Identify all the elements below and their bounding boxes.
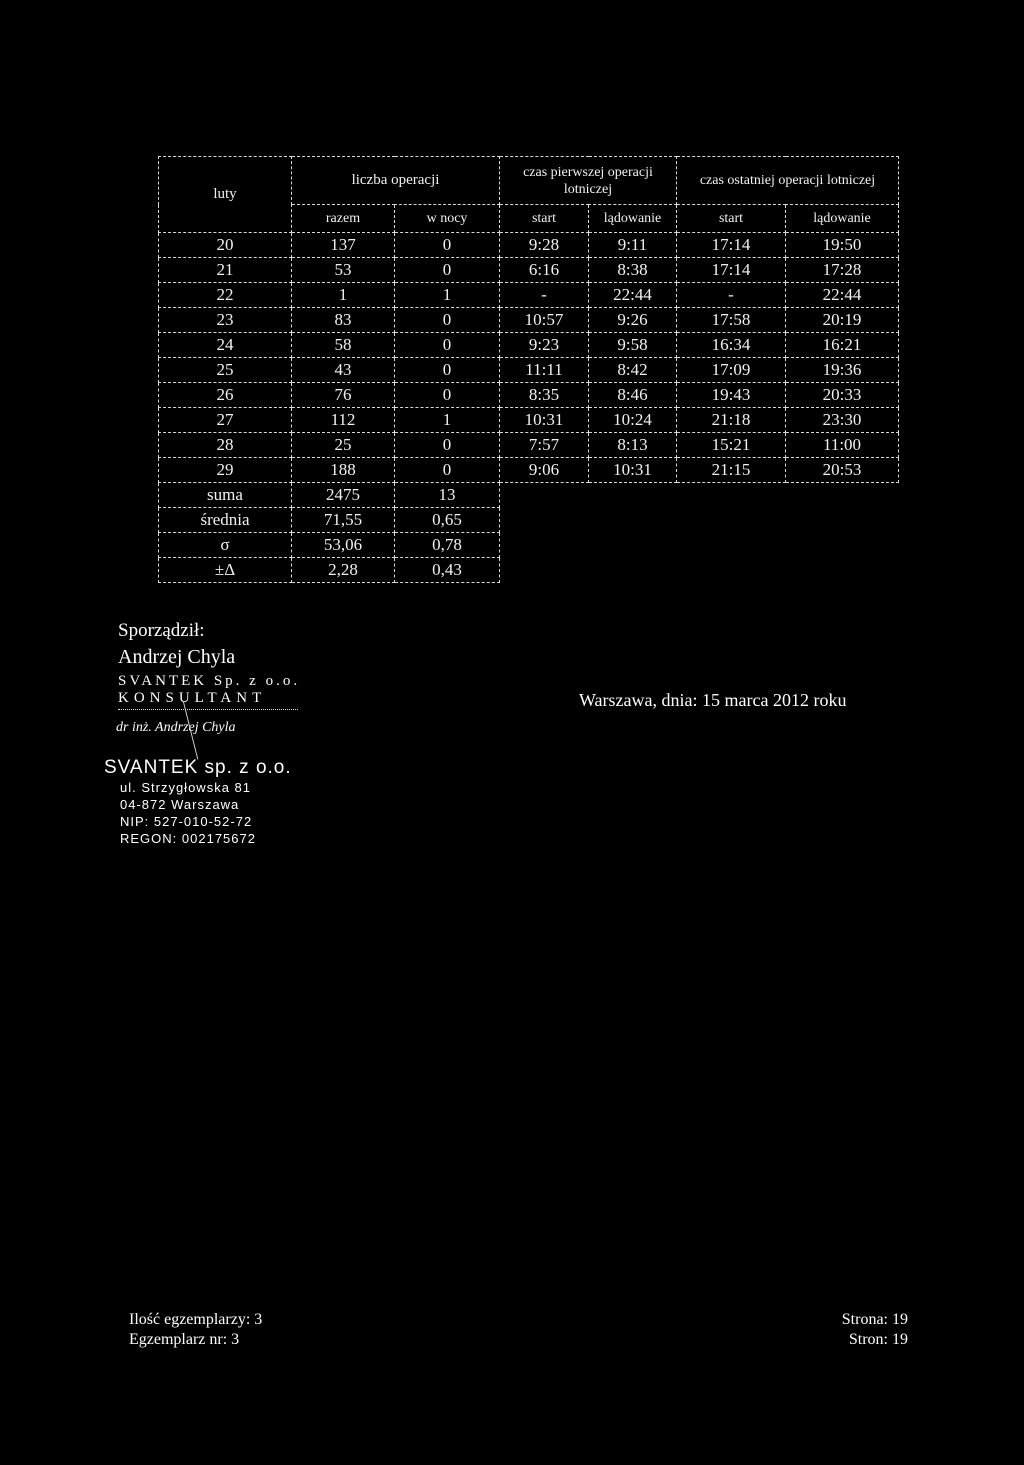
operations-table (158, 156, 899, 583)
table-row (159, 308, 899, 333)
cell-first-start: 11:11 (500, 358, 589, 383)
summary-label: średnia (159, 508, 292, 533)
cell-day: 25 (159, 358, 292, 383)
empty-cell (500, 558, 899, 583)
subheader-last-start: start (677, 205, 786, 233)
cell-last-start: 17:58 (677, 308, 786, 333)
cell-night: 1 (395, 408, 500, 433)
summary-row (159, 483, 899, 508)
cell-last-start: 15:21 (677, 433, 786, 458)
cell-day: 21 (159, 258, 292, 283)
footer-pages (842, 1310, 908, 1350)
header-day: luty (159, 157, 292, 233)
cell-first-landing: 9:11 (589, 233, 677, 258)
cell-first-start: 10:57 (500, 308, 589, 333)
cell-last-landing: 22:44 (786, 283, 899, 308)
stamp-company: SVANTEK Sp. z o.o. (118, 673, 301, 689)
header-first-operation: czas pierwszej operacji lotniczej (500, 157, 677, 205)
cell-total: 1 (292, 283, 395, 308)
cell-last-start: 17:14 (677, 233, 786, 258)
table-row (159, 433, 899, 458)
table-row (159, 458, 899, 483)
subheader-first-landing: lądowanie (589, 205, 677, 233)
table-row (159, 233, 899, 258)
company-stamp-street: ul. Strzygłowska 81 (120, 780, 251, 795)
cell-last-start: 17:14 (677, 258, 786, 283)
subheader-last-landing: lądowanie (786, 205, 899, 233)
cell-first-start: - (500, 283, 589, 308)
cell-day: 24 (159, 333, 292, 358)
cell-last-start: 21:18 (677, 408, 786, 433)
cell-total: 76 (292, 383, 395, 408)
cell-day: 28 (159, 433, 292, 458)
subheader-first-start: start (500, 205, 589, 233)
summary-night: 0,65 (395, 508, 500, 533)
summary-row (159, 508, 899, 533)
cell-last-start: 17:09 (677, 358, 786, 383)
cell-total: 53 (292, 258, 395, 283)
cell-total: 188 (292, 458, 395, 483)
cell-first-landing: 10:24 (589, 408, 677, 433)
cell-day: 22 (159, 283, 292, 308)
company-stamp (104, 757, 292, 847)
table-row (159, 333, 899, 358)
cell-total: 25 (292, 433, 395, 458)
cell-first-landing: 8:38 (589, 258, 677, 283)
table-row (159, 358, 899, 383)
cell-night: 0 (395, 358, 500, 383)
stamp-title: dr inż. Andrzej Chyla (116, 720, 236, 735)
page-number: Strona: 19 (841, 1311, 908, 1328)
page-count: Stron: 19 (848, 1331, 908, 1348)
cell-last-landing: 11:00 (786, 433, 899, 458)
cell-first-start: 10:31 (500, 408, 589, 433)
cell-first-start: 9:28 (500, 233, 589, 258)
cell-last-landing: 20:33 (786, 383, 899, 408)
cell-total: 137 (292, 233, 395, 258)
cell-total: 83 (292, 308, 395, 333)
cell-first-landing: 9:26 (589, 308, 677, 333)
cell-last-landing: 20:53 (786, 458, 899, 483)
empty-cell (500, 508, 899, 533)
summary-night: 0,78 (395, 533, 500, 558)
cell-day: 29 (159, 458, 292, 483)
cell-night: 0 (395, 433, 500, 458)
cell-total: 112 (292, 408, 395, 433)
cell-first-landing: 10:31 (589, 458, 677, 483)
cell-night: 0 (395, 458, 500, 483)
cell-last-landing: 17:28 (786, 258, 899, 283)
cell-first-start: 9:06 (500, 458, 589, 483)
cell-night: 0 (395, 258, 500, 283)
cell-last-start: 16:34 (677, 333, 786, 358)
cell-day: 27 (159, 408, 292, 433)
company-stamp-regon: REGON: 002175672 (120, 831, 256, 846)
cell-day: 20 (159, 233, 292, 258)
cell-night: 0 (395, 308, 500, 333)
prepared-by-label: Sporządził: (118, 620, 205, 641)
summary-total: 53,06 (292, 533, 395, 558)
cell-day: 23 (159, 308, 292, 333)
summary-night: 0,43 (395, 558, 500, 583)
company-stamp-nip: NIP: 527-010-52-72 (120, 814, 253, 829)
subheader-total: razem (292, 205, 395, 233)
summary-total: 71,55 (292, 508, 395, 533)
prepared-by-block (118, 620, 300, 736)
cell-night: 0 (395, 333, 500, 358)
cell-first-landing: 8:42 (589, 358, 677, 383)
cell-last-landing: 23:30 (786, 408, 899, 433)
summary-row (159, 533, 899, 558)
cell-first-start: 9:23 (500, 333, 589, 358)
empty-cell (500, 483, 899, 508)
header-last-operation: czas ostatniej operacji lotniczej (677, 157, 899, 205)
cell-first-start: 7:57 (500, 433, 589, 458)
cell-last-start: 21:15 (677, 458, 786, 483)
summary-night: 13 (395, 483, 500, 508)
prepared-by-name: Andrzej Chyla (118, 646, 236, 668)
company-stamp-name: SVANTEK sp. z o.o. (104, 757, 292, 778)
cell-last-start: - (677, 283, 786, 308)
cell-night: 1 (395, 283, 500, 308)
cell-total: 43 (292, 358, 395, 383)
cell-first-landing: 8:13 (589, 433, 677, 458)
table-row (159, 258, 899, 283)
summary-total: 2,28 (292, 558, 395, 583)
table-row (159, 283, 899, 308)
cell-night: 0 (395, 383, 500, 408)
cell-first-landing: 22:44 (589, 283, 677, 308)
cell-first-start: 8:35 (500, 383, 589, 408)
cell-night: 0 (395, 233, 500, 258)
cell-last-landing: 19:36 (786, 358, 899, 383)
cell-last-landing: 16:21 (786, 333, 899, 358)
copy-number: Egzemplarz nr: 3 (129, 1331, 240, 1348)
header-operations-count: liczba operacji (292, 157, 500, 205)
cell-last-landing: 19:50 (786, 233, 899, 258)
company-stamp-city: 04-872 Warszawa (120, 797, 240, 812)
cell-first-start: 6:16 (500, 258, 589, 283)
summary-label: suma (159, 483, 292, 508)
stamp-role: KONSULTANT (118, 690, 298, 710)
cell-last-landing: 20:19 (786, 308, 899, 333)
table-row (159, 383, 899, 408)
summary-row (159, 558, 899, 583)
summary-label: ±Δ (159, 558, 292, 583)
subheader-night: w nocy (395, 205, 500, 233)
summary-label: σ (159, 533, 292, 558)
summary-total: 2475 (292, 483, 395, 508)
cell-last-start: 19:43 (677, 383, 786, 408)
empty-cell (500, 533, 899, 558)
place-date: Warszawa, dnia: 15 marca 2012 roku (579, 690, 847, 710)
table-row (159, 408, 899, 433)
cell-first-landing: 8:46 (589, 383, 677, 408)
cell-first-landing: 9:58 (589, 333, 677, 358)
copies-count: Ilość egzemplarzy: 3 (129, 1311, 263, 1328)
cell-total: 58 (292, 333, 395, 358)
cell-day: 26 (159, 383, 292, 408)
footer-copies (129, 1310, 262, 1350)
